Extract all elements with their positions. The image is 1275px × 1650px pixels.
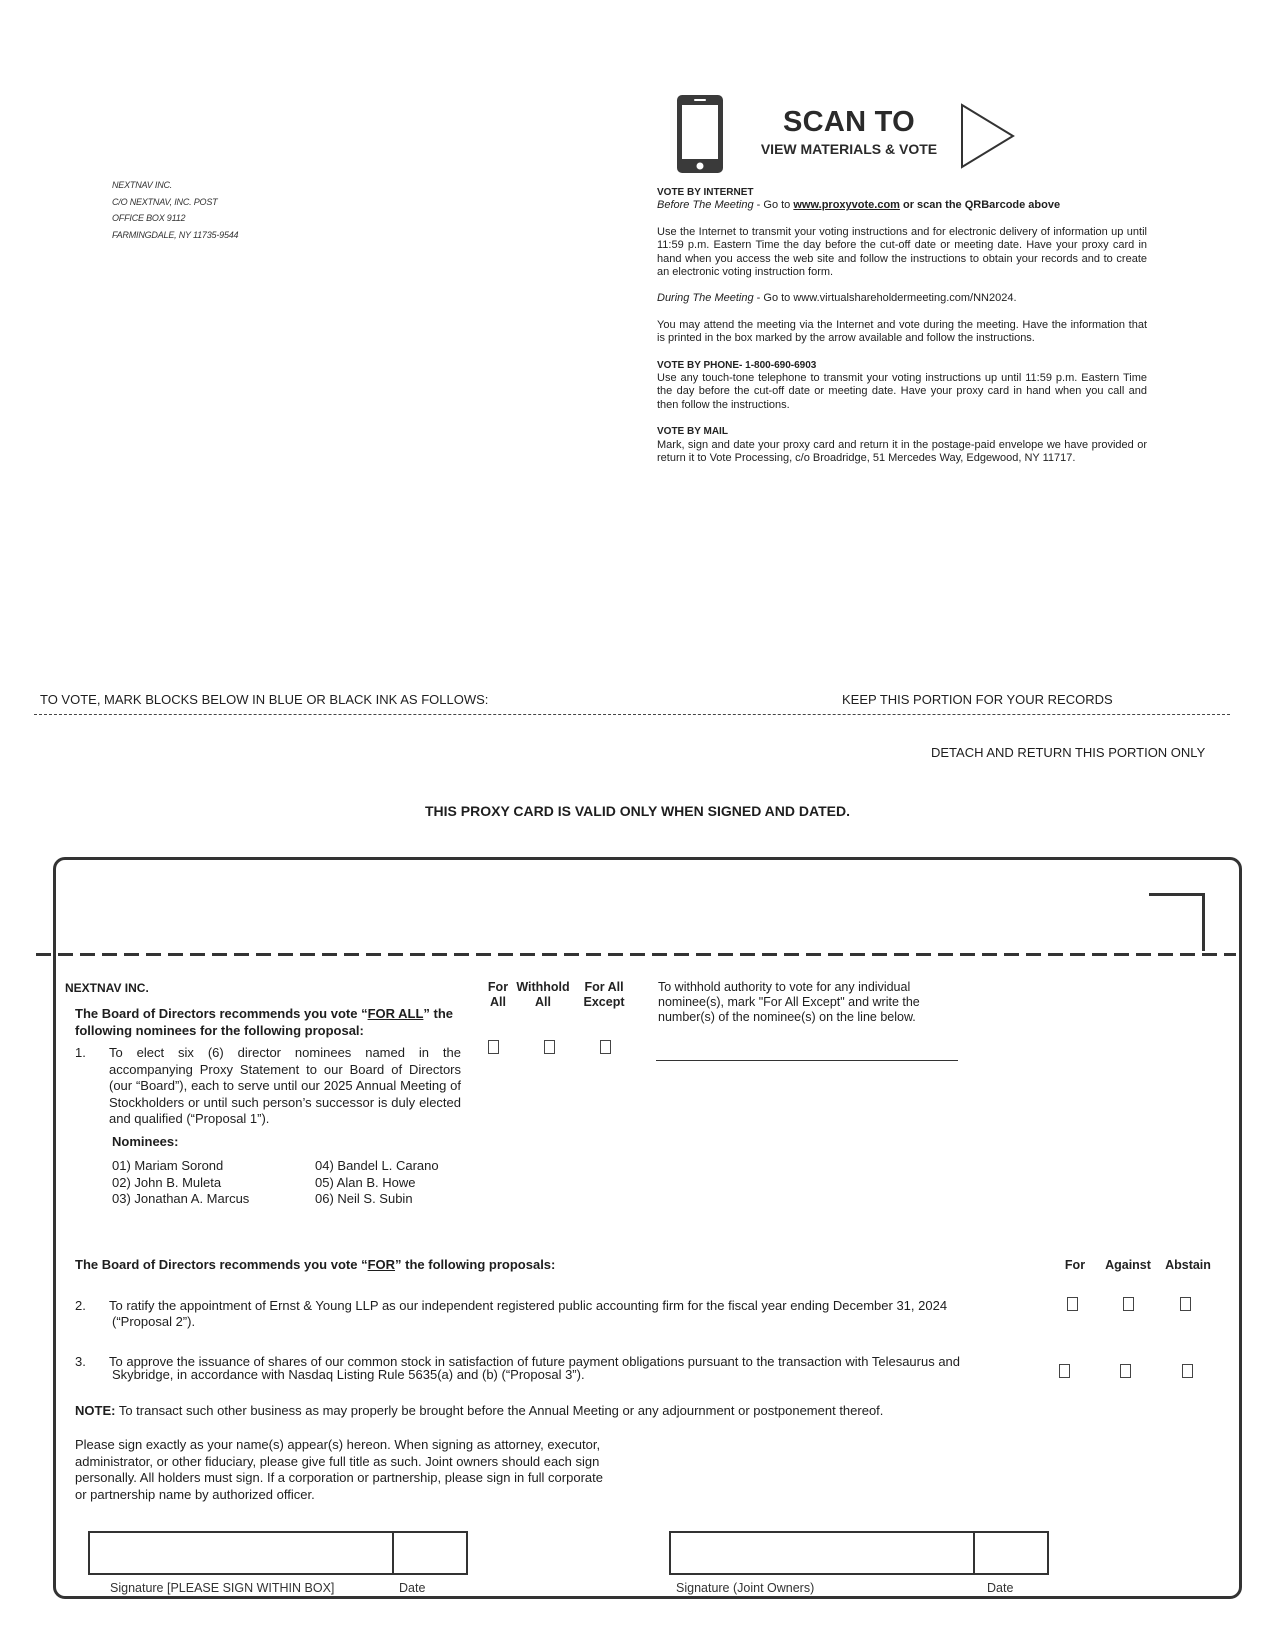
address-line: OFFICE BOX 9112 [112,213,186,223]
nominees-label: Nominees: [112,1134,179,1149]
detach-portion-label: DETACH AND RETURN THIS PORTION ONLY [931,745,1206,760]
proposal-3-text: To approve the issuance of shares of our common stock in satisfaction of future payment obligations pursuant to the transaction with Telesaurus and [109,1354,961,1369]
proposal-1-number: 1. [75,1045,86,1060]
scan-subtitle: VIEW MATERIALS & VOTE [760,141,938,157]
joint-signature-label: Signature (Joint Owners) [676,1581,815,1595]
control-box-corner [1149,893,1205,951]
smartphone-icon [676,94,724,179]
recommendation-for-all [75,1006,462,1039]
nominee: 02) John B. Muleta [112,1175,222,1190]
proposal-2-text: To ratify the appointment of Ernst & Young LLP as our independent registered public accounting firm for the fiscal year ending December 31, 2024 [109,1298,948,1313]
detach-line [34,714,1230,715]
recommendation-for [75,1257,555,1274]
during-meeting-body: You may attend the meeting via the Internet and vote during the meeting. Have the information that is printed in the box marked by the arrow available and follow the instructions. [657,318,1147,345]
joint-date-divider [973,1531,975,1575]
proposal-2-against-checkbox[interactable] [1123,1297,1134,1311]
before-meeting-label: Before The Meeting [657,199,754,212]
during-meeting-label: During The Meeting [657,292,754,305]
valid-notice: THIS PROXY CARD IS VALID ONLY WHEN SIGNED AND DATED. [425,803,850,819]
proposal-2-for-checkbox[interactable] [1067,1297,1078,1311]
mark-instructions: TO VOTE, MARK BLOCKS BELOW IN BLUE OR BLACK INK AS FOLLOWS: [40,692,489,707]
address-line: NEXTNAV INC. [112,180,173,190]
internet-heading: VOTE BY INTERNET [657,187,754,198]
col-abstain: Abstain [1165,1258,1211,1272]
proposal-3-text-cont: Skybridge, in accordance with Nasdaq Listing Rule 5635(a) and (b) (“Proposal 3”). [112,1367,585,1382]
proxyvote-link[interactable]: www.proxyvote.com [793,199,900,212]
during-meeting-line [657,292,1147,305]
nominee: 06) Neil S. Subin [315,1191,413,1206]
signature-box[interactable] [88,1531,468,1575]
scan-title: SCAN TO [782,106,916,138]
col-against: Against [1105,1258,1151,1272]
during-meeting-go: - Go to www.virtualshareholdermeeting.com/NN2024. [753,292,1017,305]
proposal-3-number: 3. [75,1354,86,1369]
joint-date-label: Date [987,1581,1014,1595]
withhold-all-checkbox[interactable] [544,1040,555,1054]
withhold-instructions: To withhold authority to vote for any individual nominee(s), mark "For All Except" and write the number(s) of the nominee(s) on the line below. [658,980,920,1024]
note [75,1403,883,1420]
rec-all-post: ” the following nominees for the following proposal: [75,1006,454,1038]
phone-heading: VOTE BY PHONE- 1-800-690-6903 [657,359,817,371]
rec-for-pre: The Board of Directors recommends you vote “ [75,1257,368,1272]
mailing-address [112,177,238,243]
proposal-2-number: 2. [75,1298,86,1313]
nominee: 03) Jonathan A. Marcus [112,1191,250,1206]
proposal-1-text: To elect six (6) director nominees named in the accompanying Proxy Statement to our Board of Directors (our “Board”), each to serve until our 2025 Annual Meeting of Stockholders or until such person’s successor is duly elected and qualified (“Proposal 1”). [109,1045,461,1126]
note-text: To transact such other business as may properly be brought before the Annual Meeting or any adjournment or postponement thereof. [115,1403,884,1418]
rec-for-post: ” the following proposals: [395,1257,556,1272]
for-all-except-checkbox[interactable] [600,1040,611,1054]
nominee: 01) Mariam Sorond [112,1158,224,1173]
note-label: NOTE: [75,1403,116,1418]
rec-for-key: FOR [367,1257,396,1272]
before-meeting-tail: or scan the QRBarcode above [899,199,1061,212]
proposal-3-abstain-checkbox[interactable] [1182,1364,1193,1378]
before-meeting-body: Use the Internet to transmit your voting instructions and for electronic delivery of information up until 11:59 p.m. Eastern Time the day before the cut-off date or meeting date. Have your proxy card in hand when you access the web site and follow the instructions to obtain your records and to create an electronic voting instruction form. [657,225,1147,279]
col-for: For [1064,1258,1086,1272]
col-withhold-all: Withhold All [516,980,570,1009]
date-label: Date [399,1581,426,1595]
except-nominee-line[interactable] [656,1060,958,1061]
address-line: C/O NEXTNAV, INC. POST [112,196,218,207]
play-arrow-icon [960,103,1016,174]
nominee: 04) Bandel L. Carano [315,1158,439,1173]
rec-all-pre: The Board of Directors recommends you vote “ [75,1006,368,1021]
joint-signature-box[interactable] [669,1531,1049,1575]
address-line: FARMINGDALE, NY 11735-9544 [112,229,239,240]
rec-all-key: FOR ALL [367,1006,424,1021]
mail-body: Mark, sign and date your proxy card and return it in the postage-paid envelope we have provided or return it to Vote Processing, c/o Broadridge, 51 Mercedes Way, Edgewood, NY 11717. [657,438,1147,465]
col-for-all: For All [487,980,509,1009]
before-meeting-line [657,199,1147,212]
card-company: NEXTNAV INC. [65,981,149,995]
nominee: 05) Alan B. Howe [315,1175,416,1190]
keep-portion-label: KEEP THIS PORTION FOR YOUR RECORDS [842,692,1113,707]
proposal-3-for-checkbox[interactable] [1059,1364,1070,1378]
before-meeting-go: - Go to [753,199,794,212]
mail-heading: VOTE BY MAIL [657,426,728,438]
phone-body: Use any touch-tone telephone to transmit your voting instructions up until 11:59 p.m. Eastern Time the day before the cut-off date or meeting date. Have your proxy card in hand when you call and then follow the instructions. [657,372,1147,411]
col-for-all-except: For All Except [583,980,625,1009]
signature-date-divider [392,1531,394,1575]
signature-label: Signature [PLEASE SIGN WITHIN BOX] [110,1581,335,1595]
for-all-checkbox[interactable] [488,1040,499,1054]
sign-instructions: Please sign exactly as your name(s) appear(s) hereon. When signing as attorney, executor, administrator, or other fiduciary, please give full title as such. Joint owners should each sign personally. All holders must sign. If a corporation or partnership, please sign in full corporate or partnership name by authorized officer. [75,1437,603,1502]
proposal-2-abstain-checkbox[interactable] [1180,1297,1191,1311]
proposal-2-text-cont: (“Proposal 2”). [112,1314,196,1329]
voting-instructions [657,186,1147,466]
proposal-3-against-checkbox[interactable] [1120,1364,1131,1378]
card-dashed-divider [36,953,1236,956]
